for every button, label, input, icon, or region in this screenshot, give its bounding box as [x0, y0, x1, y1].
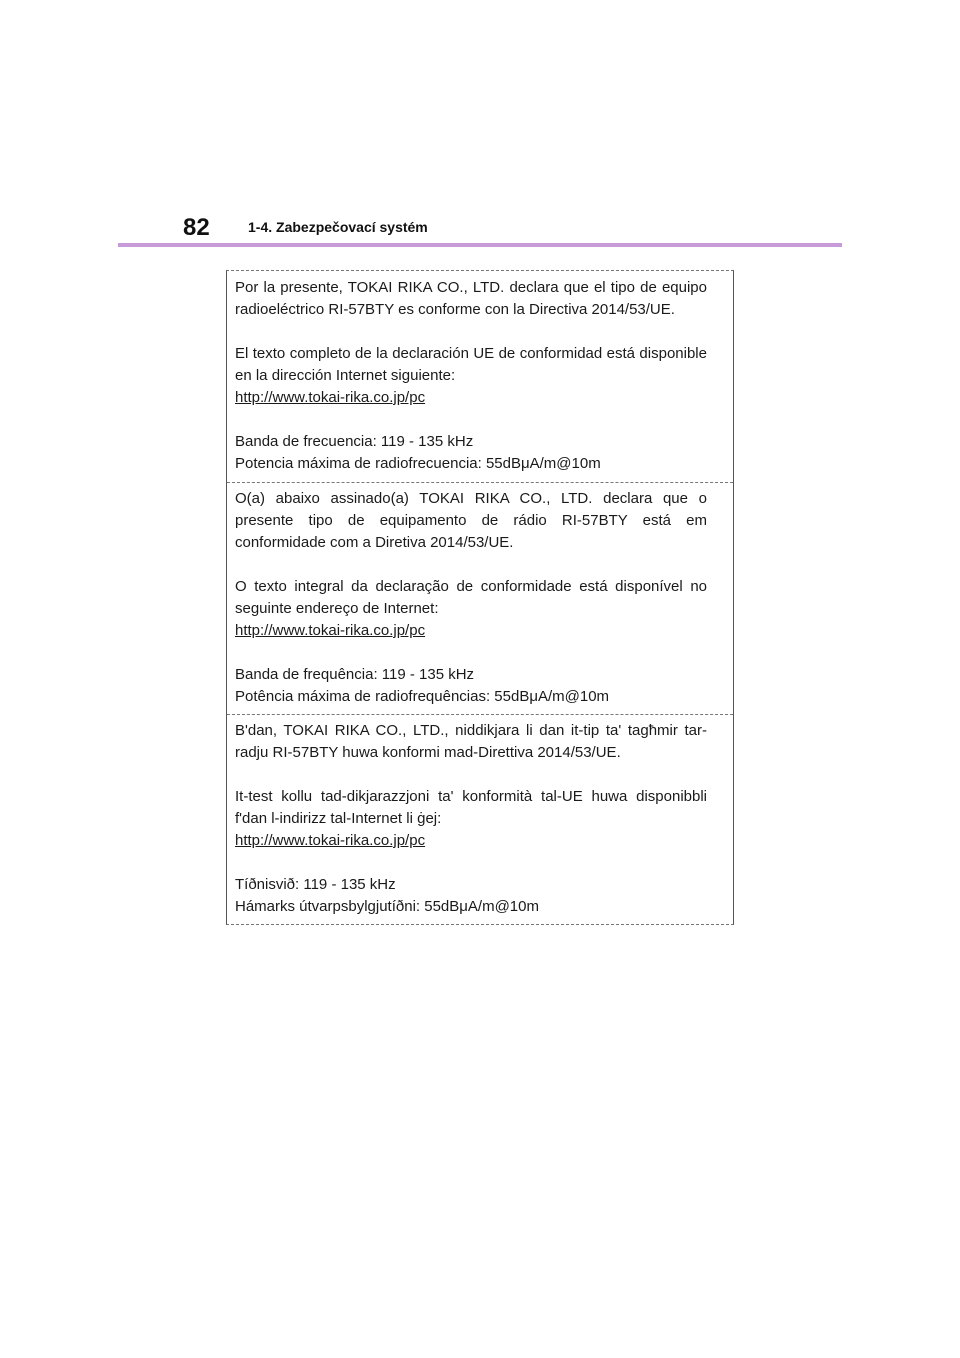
declaration-text: O(a) abaixo assinado(a) TOKAI RIKA CO., LTD. declara que o presente tipo de equipamento de rádio RI-57BTY está em conformidade com a Diretiva 2014/53/UE. [235, 490, 707, 551]
max-power: Potência máxima de radiofrequências: 55dBμA/m@10m [235, 688, 610, 705]
declaration-text: B'dan, TOKAI RIKA CO., LTD., niddikjara li dan it-tip ta' tagħmir tar-radju RI-57BTY huwa konformi mad-Direttiva 2014/53/UE. [235, 722, 707, 761]
declaration-text: Por la presente, TOKAI RIKA CO., LTD. declara que el tipo de equipo radioeléctrico RI-57BTY es conforme con la Directiva 2014/53/UE. [235, 279, 707, 318]
declaration-box [226, 270, 734, 925]
frequency-band: Banda de frecuencia: 119 - 135 kHz [235, 433, 474, 450]
declaration-section-spanish [227, 271, 733, 475]
declaration-link[interactable]: http://www.tokai-rika.co.jp/pc [235, 832, 426, 849]
max-power: Hámarks útvarpsbylgjutíðni: 55dBμA/m@10m [235, 898, 539, 915]
frequency-band: Banda de frequência: 119 - 135 kHz [235, 666, 475, 683]
declaration-link[interactable]: http://www.tokai-rika.co.jp/pc [235, 622, 426, 639]
availability-text: O texto integral da declaração de conformidade está disponível no seguinte endereço de Internet: [235, 578, 707, 617]
frequency-band: Tíðnisvið: 119 - 135 kHz [235, 876, 396, 893]
availability-text: It-test kollu tad-dikjarazzjoni ta' konformità tal-UE huwa disponibbli f'dan l-indirizz tal-Internet li ġej: [235, 788, 707, 827]
page-number: 82 [183, 214, 210, 241]
declaration-section-maltese [227, 714, 733, 918]
availability-text: El texto completo de la declaración UE de conformidad está disponible en la dirección Internet siguiente: [235, 345, 707, 384]
section-title: 1-4. Zabezpečovací systém [248, 219, 428, 235]
max-power: Potencia máxima de radiofrecuencia: 55dBμA/m@10m [235, 455, 601, 472]
header-divider [118, 243, 842, 247]
declaration-link[interactable]: http://www.tokai-rika.co.jp/pc [235, 389, 426, 406]
page-header [0, 0, 960, 250]
declaration-section-portuguese [227, 482, 733, 708]
